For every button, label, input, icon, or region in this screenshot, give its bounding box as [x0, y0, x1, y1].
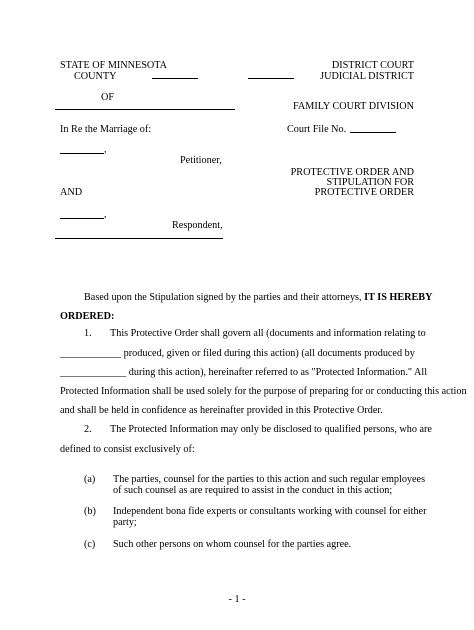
intro-plain: Based upon the Stipulation signed by the parties and their attorneys, [84, 292, 362, 303]
item-c-line-1: Such other persons on whom counsel for the parties agree. [113, 539, 352, 550]
item-a-line-1: The parties, counsel for the parties to this action and such regular employees [113, 474, 426, 485]
p2-number: 2. [84, 424, 92, 435]
file-no-label: Court File No. [287, 124, 347, 135]
and-label: AND [60, 187, 83, 198]
intro-bold: IT IS HEREBY [364, 292, 433, 303]
file-no-blank [350, 132, 396, 133]
petitioner-label: Petitioner, [180, 155, 222, 166]
item-b-line-2: party; [113, 517, 137, 528]
page-number: - 1 - [228, 594, 246, 605]
ordered-label: ORDERED: [60, 311, 115, 322]
division-label: FAMILY COURT DIVISION [293, 101, 414, 112]
item-b-label: (b) [84, 506, 96, 517]
p2-line-2: defined to consist exclusively of: [60, 444, 195, 455]
of-label: OF [101, 92, 115, 103]
state-label: STATE OF MINNESOTA [60, 60, 168, 71]
of-blank [55, 109, 235, 110]
p1-line-3: _____________ during this action), hereinafter referred to as "Protected Information." All [60, 367, 428, 378]
marriage-label: In Re the Marriage of: [60, 124, 152, 135]
county-blank [152, 78, 198, 79]
item-b-line-1: Independent bona fide experts or consultants working with counsel for either [113, 506, 427, 517]
p1-number: 1. [84, 328, 92, 339]
title-line-2: STIPULATION FOR [326, 177, 414, 188]
p1-line-2: ____________ produced, given or filed during this action) (all documents produced by [60, 348, 415, 359]
respondent-label: Respondent, [172, 220, 223, 231]
intro-text [84, 292, 432, 304]
p1-line-1: This Protective Order shall govern all (documents and information relating to [110, 328, 426, 339]
p2-line-1: The Protected Information may only be disclosed to qualified persons, who are [110, 424, 432, 435]
item-c-label: (c) [84, 539, 96, 550]
respondent-blank [60, 218, 104, 219]
p1-line-5: and shall be held in confidence as hereinafter provided in this Protective Order. [60, 405, 383, 416]
item-a-label: (a) [84, 474, 96, 485]
county-label: COUNTY [74, 71, 117, 82]
district-number-blank [248, 78, 294, 79]
title-line-1: PROTECTIVE ORDER AND [290, 167, 414, 178]
respondent-comma: , [104, 209, 107, 220]
court-label: DISTRICT COURT [331, 60, 414, 71]
title-line-3: PROTECTIVE ORDER [314, 187, 414, 198]
petitioner-blank [60, 153, 104, 154]
district-label: JUDICIAL DISTRICT [320, 71, 414, 82]
p1-line-4: Protected Information shall be used solely for the purpose of preparing for or conducting this action [60, 386, 467, 397]
petitioner-comma: , [104, 144, 107, 155]
respondent-underline [55, 238, 223, 239]
item-a-line-2: of such counsel as are required to assist in the conduct in this action; [113, 485, 393, 496]
